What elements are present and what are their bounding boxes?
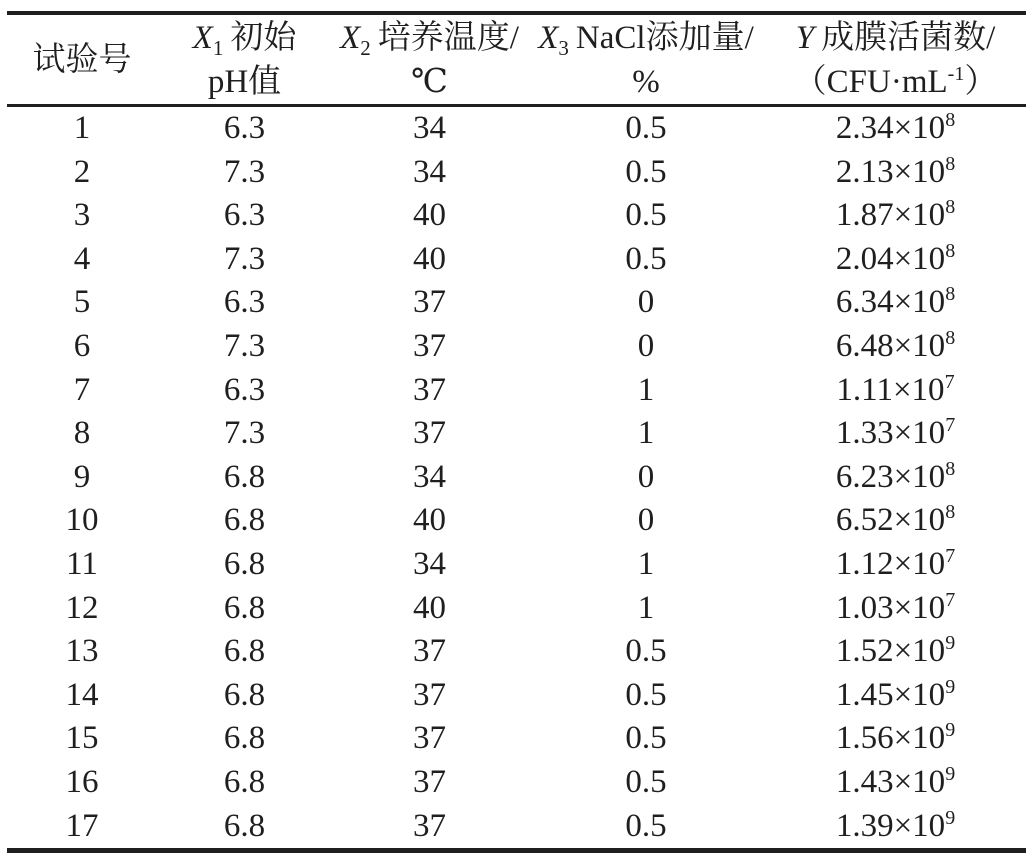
cell-x3-nacl: 0.5 bbox=[625, 153, 667, 190]
cell-x2-temp: 37 bbox=[413, 284, 446, 321]
cell-x1-ph: 6.8 bbox=[223, 633, 266, 670]
cell-y-count bbox=[765, 151, 1026, 195]
cell-x2-temp: 37 bbox=[413, 633, 446, 670]
header-line-2: pH值 bbox=[207, 63, 282, 100]
header-label: 试验号 bbox=[32, 41, 132, 78]
table-row bbox=[7, 106, 1026, 151]
y-exponent: 8 bbox=[945, 326, 956, 349]
cell-x3-nacl: 0.5 bbox=[625, 633, 667, 670]
cell-y-count bbox=[765, 543, 1026, 587]
col-header-x3-nacl-amount bbox=[527, 13, 765, 106]
table-row bbox=[7, 238, 1026, 282]
y-mantissa: 1.87×10 bbox=[835, 197, 946, 234]
cell-x1-ph: 6.8 bbox=[223, 676, 266, 713]
col-header-x2-culture-temp bbox=[332, 13, 527, 106]
y-mantissa: 1.12×10 bbox=[835, 545, 946, 582]
y-exponent: 8 bbox=[945, 239, 956, 262]
cell-y-count bbox=[765, 238, 1026, 282]
y-exponent: 7 bbox=[945, 588, 956, 611]
cell-x1-ph: 7.3 bbox=[223, 327, 266, 364]
table-row bbox=[7, 325, 1026, 369]
cell-x3-nacl: 0 bbox=[637, 284, 655, 321]
y-exponent: 8 bbox=[945, 283, 956, 306]
variable-symbol: X bbox=[192, 19, 213, 56]
variable-subscript: 1 bbox=[212, 36, 224, 61]
cell-y-count bbox=[765, 281, 1026, 325]
cell-x2-temp: 40 bbox=[413, 197, 446, 234]
cell-x2-temp: 40 bbox=[413, 502, 446, 539]
cell-x3-nacl: 0 bbox=[637, 327, 655, 364]
y-mantissa: 1.52×10 bbox=[835, 633, 946, 670]
col-header-x1-initial-ph bbox=[157, 13, 332, 106]
header-line-2: ℃ bbox=[411, 63, 448, 100]
cell-y-count bbox=[765, 630, 1026, 674]
cell-x1-ph: 6.3 bbox=[223, 110, 266, 146]
table-row bbox=[7, 281, 1026, 325]
y-exponent: 9 bbox=[945, 762, 956, 785]
cell-run-no: 11 bbox=[66, 545, 98, 582]
variable-symbol: X bbox=[538, 19, 559, 56]
table-row bbox=[7, 456, 1026, 500]
cell-x1-ph: 6.8 bbox=[223, 545, 266, 582]
header-row bbox=[7, 13, 1026, 106]
variable-symbol: Y bbox=[795, 19, 815, 56]
y-exponent: 9 bbox=[945, 806, 956, 829]
cell-x2-temp: 37 bbox=[413, 807, 446, 844]
y-exponent: 7 bbox=[944, 370, 955, 393]
cell-y-count bbox=[765, 674, 1026, 718]
y-exponent: 8 bbox=[945, 501, 956, 524]
y-mantissa: 2.34×10 bbox=[835, 110, 946, 146]
header-title: NaCl添加量/ bbox=[575, 19, 754, 56]
table-row bbox=[7, 630, 1026, 674]
table-row bbox=[7, 717, 1026, 761]
cell-x1-ph: 6.8 bbox=[223, 720, 266, 757]
cell-y-count bbox=[765, 106, 1026, 151]
cell-run-no: 10 bbox=[65, 502, 99, 539]
y-mantissa: 2.13×10 bbox=[835, 153, 946, 190]
cell-x2-temp: 40 bbox=[413, 240, 446, 277]
cell-y-count bbox=[765, 717, 1026, 761]
table-row bbox=[7, 543, 1026, 587]
table-row bbox=[7, 499, 1026, 543]
cell-y-count bbox=[765, 369, 1026, 413]
cell-run-no: 3 bbox=[73, 197, 91, 234]
cell-x3-nacl: 0.5 bbox=[625, 763, 667, 800]
y-exponent: 8 bbox=[945, 109, 956, 131]
cell-run-no: 9 bbox=[73, 458, 91, 495]
cell-x1-ph: 6.3 bbox=[223, 371, 266, 408]
cell-run-no: 8 bbox=[73, 415, 91, 452]
cell-y-count bbox=[765, 761, 1026, 805]
y-mantissa: 6.23×10 bbox=[835, 458, 946, 495]
table-row bbox=[7, 151, 1026, 195]
y-mantissa: 6.34×10 bbox=[835, 284, 946, 321]
header-line-1 bbox=[765, 16, 1026, 60]
cell-x3-nacl: 1 bbox=[637, 589, 655, 626]
table-row bbox=[7, 194, 1026, 238]
cell-run-no: 14 bbox=[65, 676, 99, 713]
cell-x3-nacl: 0.5 bbox=[625, 110, 667, 146]
cell-run-no: 7 bbox=[73, 371, 91, 408]
cell-y-count bbox=[765, 805, 1026, 851]
table-row bbox=[7, 674, 1026, 718]
col-header-run-no bbox=[7, 13, 157, 106]
y-exponent: 8 bbox=[945, 152, 956, 175]
cell-x2-temp: 37 bbox=[413, 371, 446, 408]
cell-x2-temp: 37 bbox=[413, 763, 446, 800]
cell-x2-temp: 37 bbox=[413, 720, 446, 757]
cell-x2-temp: 37 bbox=[413, 327, 446, 364]
unit-exponent: -1 bbox=[947, 62, 965, 85]
header-line-2 bbox=[765, 60, 1026, 104]
cell-x3-nacl: 1 bbox=[637, 545, 655, 582]
cell-y-count bbox=[765, 587, 1026, 631]
cell-x1-ph: 7.3 bbox=[223, 153, 266, 190]
y-mantissa: 6.48×10 bbox=[835, 327, 946, 364]
table-row bbox=[7, 805, 1026, 851]
variable-subscript: 3 bbox=[558, 36, 569, 61]
y-mantissa: 1.11×10 bbox=[836, 371, 945, 408]
cell-x1-ph: 6.8 bbox=[223, 458, 266, 495]
y-exponent: 9 bbox=[945, 719, 956, 742]
y-mantissa: 1.43×10 bbox=[835, 763, 946, 800]
cell-y-count bbox=[765, 499, 1026, 543]
cell-x1-ph: 7.3 bbox=[223, 240, 266, 277]
y-mantissa: 1.45×10 bbox=[835, 676, 946, 713]
cell-y-count bbox=[765, 325, 1026, 369]
y-exponent: 9 bbox=[945, 632, 956, 655]
header-title: 初始 bbox=[230, 19, 297, 56]
experiment-design-table bbox=[7, 11, 1026, 853]
cell-run-no: 15 bbox=[65, 720, 99, 757]
cell-x3-nacl: 0.5 bbox=[625, 720, 667, 757]
y-mantissa: 1.39×10 bbox=[835, 807, 946, 844]
table-row bbox=[7, 761, 1026, 805]
cell-x1-ph: 6.8 bbox=[223, 502, 266, 539]
cell-x2-temp: 34 bbox=[413, 110, 446, 146]
cell-x1-ph: 6.3 bbox=[223, 284, 266, 321]
cell-run-no: 5 bbox=[73, 284, 91, 321]
y-mantissa: 1.03×10 bbox=[835, 589, 946, 626]
y-mantissa: 6.52×10 bbox=[835, 502, 946, 539]
table-row bbox=[7, 369, 1026, 413]
table-header bbox=[7, 13, 1026, 106]
header-line-1 bbox=[157, 16, 332, 60]
cell-x3-nacl: 0.5 bbox=[625, 240, 667, 277]
cell-run-no: 16 bbox=[65, 763, 99, 800]
cell-x3-nacl: 0.5 bbox=[625, 676, 667, 713]
cell-x2-temp: 40 bbox=[413, 589, 446, 626]
cell-x3-nacl: 0.5 bbox=[625, 807, 667, 844]
cell-x2-temp: 37 bbox=[413, 676, 446, 713]
cell-run-no: 4 bbox=[73, 240, 91, 277]
table-body bbox=[7, 106, 1026, 851]
y-exponent: 9 bbox=[945, 675, 956, 698]
header-line-1 bbox=[527, 16, 765, 60]
cell-x1-ph: 6.8 bbox=[223, 807, 266, 844]
header-line-2: % bbox=[632, 63, 660, 100]
variable-subscript: 2 bbox=[360, 36, 371, 61]
header-title: 成膜活菌数/ bbox=[821, 19, 996, 56]
cell-x1-ph: 6.8 bbox=[223, 763, 266, 800]
cell-y-count bbox=[765, 194, 1026, 238]
cell-x3-nacl: 1 bbox=[637, 415, 655, 452]
cell-run-no: 12 bbox=[65, 589, 99, 626]
cell-run-no: 2 bbox=[73, 153, 91, 190]
table-row bbox=[7, 412, 1026, 456]
y-exponent: 8 bbox=[945, 457, 956, 480]
cell-x2-temp: 37 bbox=[413, 415, 446, 452]
cell-x1-ph: 6.3 bbox=[223, 197, 266, 234]
cell-y-count bbox=[765, 456, 1026, 500]
col-header-y-viable-count bbox=[765, 13, 1026, 106]
y-mantissa: 2.04×10 bbox=[835, 240, 946, 277]
cell-run-no: 1 bbox=[73, 110, 91, 146]
cell-x3-nacl: 0 bbox=[637, 502, 655, 539]
header-line-1 bbox=[332, 16, 527, 60]
unit-text: （CFU·mL bbox=[793, 63, 948, 100]
cell-run-no: 6 bbox=[73, 327, 91, 364]
y-exponent: 8 bbox=[945, 196, 956, 219]
cell-run-no: 13 bbox=[65, 633, 99, 670]
variable-symbol: X bbox=[340, 19, 361, 56]
cell-x2-temp: 34 bbox=[413, 153, 446, 190]
header-title: 培养温度/ bbox=[377, 19, 519, 56]
cell-x3-nacl: 0.5 bbox=[625, 197, 667, 234]
cell-x3-nacl: 1 bbox=[637, 371, 655, 408]
cell-x2-temp: 34 bbox=[413, 458, 446, 495]
cell-x1-ph: 7.3 bbox=[223, 415, 266, 452]
unit-text: ） bbox=[964, 63, 998, 100]
cell-y-count bbox=[765, 412, 1026, 456]
y-exponent: 7 bbox=[945, 414, 956, 437]
y-mantissa: 1.56×10 bbox=[835, 720, 946, 757]
cell-x1-ph: 6.8 bbox=[223, 589, 266, 626]
cell-run-no: 17 bbox=[65, 807, 99, 844]
y-exponent: 7 bbox=[945, 544, 956, 567]
cell-x2-temp: 34 bbox=[413, 545, 446, 582]
cell-x3-nacl: 0 bbox=[637, 458, 655, 495]
y-mantissa: 1.33×10 bbox=[835, 415, 946, 452]
table-row bbox=[7, 587, 1026, 631]
